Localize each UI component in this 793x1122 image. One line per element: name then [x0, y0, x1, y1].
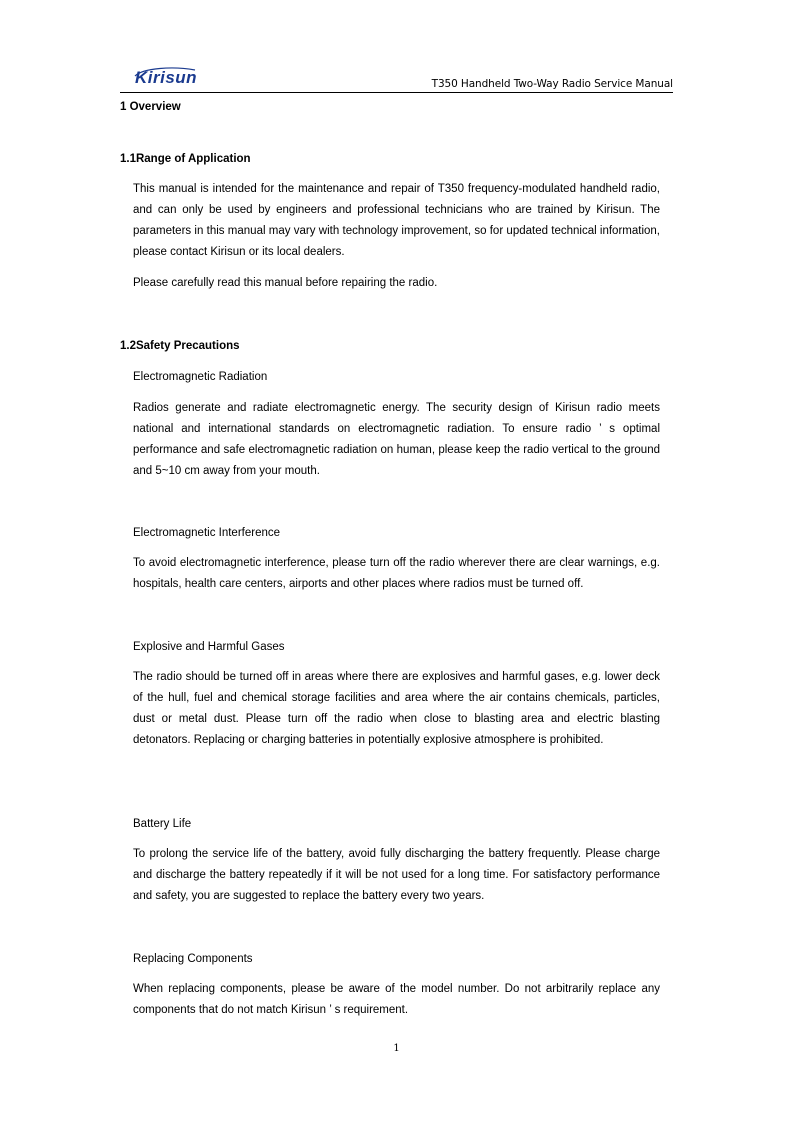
kirisun-logo [133, 66, 223, 86]
svg-text:Kirisun: Kirisun [135, 68, 198, 86]
emi-text: To avoid electromagnetic interference, please turn off the radio wherever there are clear warnings, e.g. hospitals, health care centers, airports and other places where radios must be turned off. [133, 557, 660, 590]
components-text: When replacing components, please be aware of the model number. Do not arbitrarily replace any components that do not match Kirisun ’ s requirement. [133, 983, 660, 1016]
emr-text: Radios generate and radiate electromagnetic energy. The security design of Kirisun radio meets national and international standards on electromagnetic radiation. To ensure radio ’ s optimal performance and safe electromagnetic radiation on human, please keep the radio vertical to the ground and 5~10 cm away from your mouth. [133, 402, 660, 477]
gas-text: The radio should be turned off in areas where there are explosives and harmful gases, e.g. lower deck of the hull, fuel and chemical storage facilities and area where the air contains chemicals, particles, dust or metal dust. Please turn off the radio when close to blasting area and electric blasting detonators. Replacing or charging batteries in potentially explosive atmosphere is prohibited. [133, 671, 660, 746]
battery-text: To prolong the service life of the battery, avoid fully discharging the battery frequently. Please charge and discharge the battery repeatedly if it will be not used for a long time. For satisfactory performance and safety, you are suggested to replace the battery every two years. [133, 848, 660, 902]
safety-heading: 1.2Safety Precautions [120, 340, 240, 352]
range-heading: 1.1Range of Application [120, 153, 251, 165]
range-paragraph-2: Please carefully read this manual before repairing the radio. [133, 277, 438, 289]
emr-title: Electromagnetic Radiation [133, 371, 268, 383]
gas-title: Explosive and Harmful Gases [133, 641, 285, 653]
battery-title: Battery Life [133, 818, 192, 830]
header-divider [120, 92, 673, 93]
header-title: T350 Handheld Two-Way Radio Service Manual [431, 78, 673, 90]
section-overview-heading: 1 Overview [120, 101, 181, 113]
components-title: Replacing Components [133, 953, 253, 965]
range-paragraph-1: This manual is intended for the maintenance and repair of T350 frequency-modulated handheld radio, and can only be used by engineers and professional technicians who are trained by Kirisun. The parameters in this manual may vary with technology improvement, so for updated technical information, please contact Kirisun or its local dealers. [133, 183, 660, 258]
page-number: 1 [393, 1043, 400, 1054]
emi-title: Electromagnetic Interference [133, 527, 281, 539]
